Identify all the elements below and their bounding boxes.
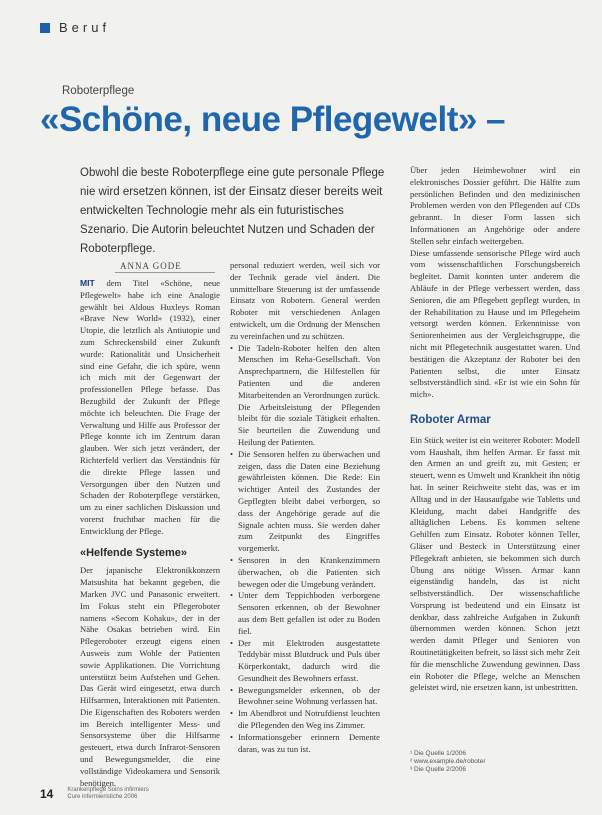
list-item: • Die Tadeln-Roboter helfen den alten Menschen im Reha-Gesellschaft. Von Ansprechpartnern, die Hilfestellen für Patienten und die anderen Mitarbeitenden an Verordnungen zurück. Die Arbeitsleistung der Pflegenden bleibt für die soziale Tätigkeit erhalten. Sie beurteilen die Zuwendung und Heilung der Patienten. — [230, 343, 380, 449]
page-folio — [40, 787, 149, 801]
headline: «Schöne, neue Pflegewelt» – — [40, 100, 505, 139]
folio-source — [67, 787, 148, 801]
byline-rule — [115, 272, 215, 273]
article-column-1 — [80, 278, 220, 789]
column-1-body: Der japanische Elektronikkonzern Matsushita hat bekannt gegeben, die Marken JVC und Panasonic erweitert. Im Fokus steht ein Pflegeroboter namens «Secom Kohaku», der in der Nähe Osakas betrieben wird. Ein Pflegeroboter erzeugt eigens einen Ausweis zum Wohle der Patienten sowie Applikationen. Die Vorrichtung unterstützt beim Aufstehen und Gehen. Das Gerät wird eingesetzt, etwa durch Hilfsarmen, Interaktionen mit Patienten. Die Eigenschaften des Roboters werden im Bereich intelligenter Mess- und Sensorsysteme über die Hilfsarme gesteuert, etwa durch Infrarot-Sensoren und Bewegungsmelder, die eine vollständige Videokamera und Sensorik benötigen. — [80, 565, 220, 788]
byline: ANNA GODE — [120, 261, 182, 271]
list-item: • Die Sensoren helfen zu überwachen und zeigen, dass die Daten eine Beziehung gewährleisten können. Die Rede: Ein wichtiger Anteil des Zustandes der Gepflegten bleibt dabei verborgen, so dass der Angehörige gerade auf die Signale achten muss. Sie werden daher zum Zeitpunkt des Eingriffes vorgemerkt. — [230, 449, 380, 555]
subhead-roboter-armar: Roboter Armar — [410, 413, 491, 426]
column-3-top: Über jeden Heimbewohner wird ein elektronisches Dossier geführt. Die Hälfte zum persönlichen Befinden und den medizinischen Problemen werden von den Pflegenden auf CDs gebrannt. In dieser Form lassen sich Informationen an Angehörige oder andere Stellen sehr einfach weitergeben. — [410, 165, 580, 246]
lede-text: dem Titel «Schöne, neue Pflegewelt» habe ich eine Analogie gewählt bei Aldous Huxleys Roman «Brave New World» (1932), einer Utopie, die letztlich als Antiutopie und zum Schreckensbild einer Zukunft wurde: Rationalität und Unsicherheit sind eine Gefahr, die ich spüre, wenn ich mich mit der Gegenwart der professionellen Pflege befasse. Das Bezugbild der Zukunft der Pflege möchte ich beleuchten. Die Frage der Verwaltung und Hilfe aus Professor der Pflege konnte ich im Zentrum daran glauben. Wer sich jetzt verändert, der Richterfeld verliert das Verständnis für die direkte Pflege lassen und Versorgungen über den Nutzen und Schaden der Roboterpflege verstärken, um zu einer sachlichen Diskussion und vorerst fruchtbar machen für die Entwicklung der Pflege. — [80, 278, 220, 536]
subhead-helfende-systeme: «Helfende Systeme» — [80, 546, 187, 559]
rubric-square-icon — [40, 23, 50, 33]
folio-source-line: Cure infermieristiche 2006 — [67, 794, 138, 800]
list-item: • Im Abendbrot und Notrufdienst leuchten die Pflegenden den Weg ins Zimmer. — [230, 708, 380, 732]
rubric-label: Beruf — [59, 20, 111, 35]
list-item: • Informationsgeber erinnern Demente daran, was zu tun ist. — [230, 732, 380, 756]
folio-source-line: Krankenpflege Soins infirmiers — [67, 787, 149, 793]
list-item: • Bewegungsmelder erkennen, ob der Bewohner seine Wohnung verlassen hat. — [230, 685, 380, 709]
lead-paragraph: Obwohl die beste Roboterpflege eine gute personale Pflege nie wird ersetzen können, ist der Einsatz dieser bereits weit entwickelten Technologie mehr als ein futuristisches Szenario. Die Autorin beleuchtet Nutzen und Schaden der Roboterpflege. — [80, 167, 385, 255]
article-column-3 — [410, 165, 580, 694]
list-item: • Der mit Elektroden ausgestattete Teddybär misst Blutdruck und Puls über Körperkontakt, dadurch wird die Gesundheit des Bewohners erfasst. — [230, 638, 380, 685]
column-3-para-2: Diese umfassende sensorische Pflege wird auch vom wissenschaftlichen Forschungsbereich begleitet. Damit konnten unter anderem die Abläufe in der Pflege verbessert werden, dass Senioren, die am Pflegebett gepflegt wurden, in der Rehabilitation zu Hause und im Pflegeheim versorgt werden können. Erkenntnisse von Seniorenheimen aus der Vergleichsgruppe, die nicht mit Pflegetechnik ausgestattet waren. Und bestätigen die Akzeptanz der Roboter bei den Patienten selbst, die unter Einsatz selbstverständlich sind. «Er ist wie ein Sohn für mich». — [410, 247, 580, 400]
sensor-bullet-list — [230, 343, 380, 756]
column-3-body: Ein Stück weiter ist ein weiterer Roboter: Modell vom Haushalt, ihm helfen Armar. Er fasst mit den Armen an und greift zu, mit Gesten; er steuert, wenn es Umwelt und Krankheit ihn nötig hat. In seiner Reichweite steht das, was er im Alltag und in der Hausaufgabe wie Tabletts und Kleidung, macht dabei Handgriffe des alltäglichen Lebens. Es kommen seltene Gehilfen zum Einsatz. Roboter können Teller, Gläser und Besteck in Unterstützung einer Pflegekraft anbieten, sie bekommen sich durch Übung ans nötige Wissen. Armar kann eigenständig handeln, das ist nicht selbstverständlich. Der wissenschaftliche Vorsprung ist bedeutend und ein Einsatz ist denkbar, dass zahlreiche Aufgaben in Zukunft übernommen werden können. Schon jetzt werden damit Pfleger und Senioren von Routinetätigkeiten befreit, so lässt sich mehr Zeit für die menschliche Zuwendung gewinnen. Dass ein Roboter die Pflege, welche an Menschen geleistet wird, nie ersetzen kann, ist unbestritten. — [410, 434, 580, 693]
page-number: 14 — [40, 787, 54, 801]
article-column-2 — [230, 260, 380, 755]
list-item: • Sensoren in den Krankenzimmern überwachen, ob die Patienten sich bewegen oder die Umgebung verändert. — [230, 555, 380, 590]
footnote: ² www.example.de/roboter — [410, 758, 486, 765]
footnotes — [410, 750, 580, 774]
lede-paragraph — [80, 278, 220, 538]
section-rubric — [40, 20, 110, 35]
footnote: ¹ Die Quelle 1/2006 — [410, 750, 467, 757]
list-item: • Unter dem Teppichboden verborgene Sensoren erkennen, ob der Bewohner aus dem Bett gefallen ist oder zu Boden fiel. — [230, 590, 380, 637]
footnote: ³ Die Quelle 2/2006 — [410, 766, 467, 773]
column-2-intro: personal reduziert werden, weil sich vor der Technik gerade viel ändert. Die unmittelbare Steuerung ist der umfassende Einsatz von Robotern. General werden Roboter mit verschiedenen Anlagen entwickelt, um die Ordnung der Menschen zu vereinfachen und zu schützen. — [230, 260, 380, 341]
lede-tag: MIT — [80, 278, 95, 288]
kicker: Roboterpflege — [62, 85, 135, 97]
